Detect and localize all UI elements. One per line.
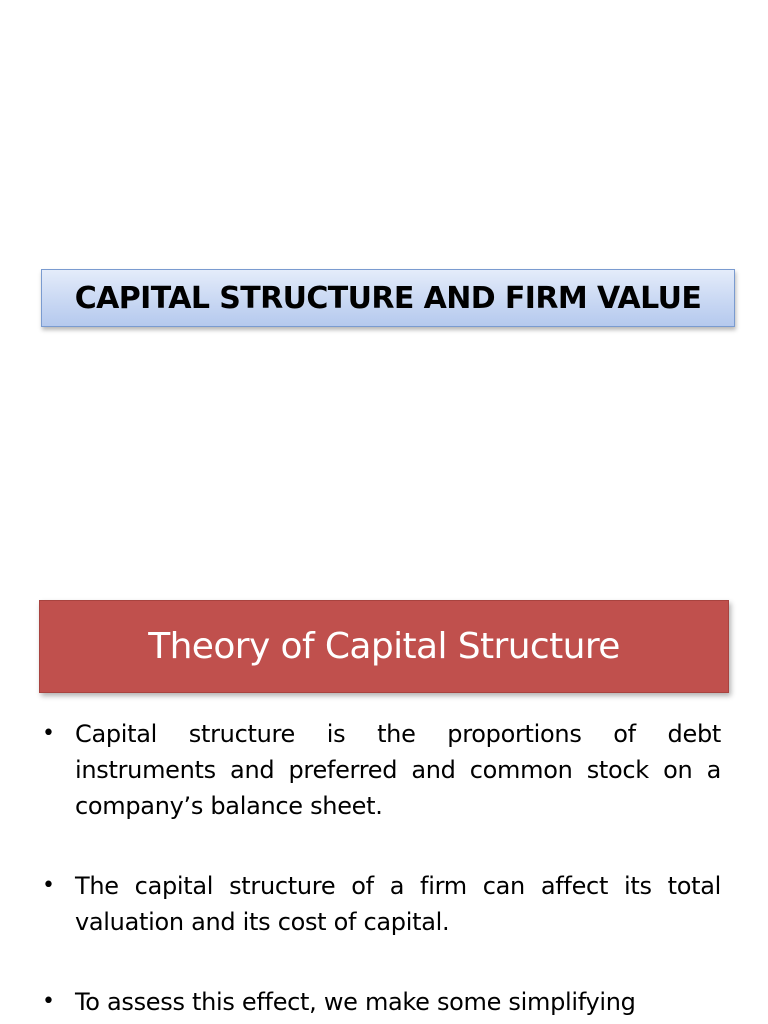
bullet-icon: • xyxy=(42,989,55,1014)
bullet-icon: • xyxy=(42,721,55,746)
bullet-item xyxy=(42,716,721,824)
bullet-list xyxy=(42,716,721,1024)
slide-title-text: CAPITAL STRUCTURE AND FIRM VALUE xyxy=(74,280,702,316)
heading-box xyxy=(39,600,729,693)
bullet-item xyxy=(42,868,721,940)
bullet-item xyxy=(42,984,721,1020)
bullet-text: Capital structure is the proportions of debt instruments and preferred and common stock on a company’s balance sheet. xyxy=(75,720,721,820)
slide-theory xyxy=(0,576,768,1024)
bullet-text: To assess this effect, we make some simplifying xyxy=(75,988,636,1016)
slide-heading-text: Theory of Capital Structure xyxy=(148,626,620,667)
title-box xyxy=(41,269,735,327)
bullet-icon: • xyxy=(42,873,55,898)
bullet-text: The capital structure of a firm can affect its total valuation and its cost of capital. xyxy=(75,872,721,936)
